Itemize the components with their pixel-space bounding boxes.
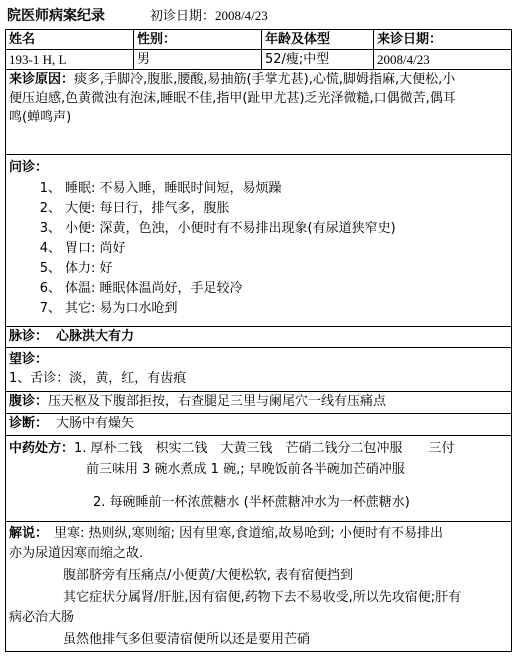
first-visit-date: 2008/4/23 [215, 8, 268, 23]
inquiry-item-number: 3、 [39, 221, 61, 236]
explanation-row [6, 522, 512, 652]
reason-row [6, 70, 512, 155]
pulse-cell [6, 327, 512, 348]
name-label: 姓名 [6, 30, 134, 50]
explanation-p3b: 病必治大肠 [9, 610, 75, 625]
inquiry-item-number: 6、 [39, 281, 61, 296]
name-value: 193-1 H, L [6, 50, 134, 70]
reason-label: 来诊原因： [9, 72, 75, 87]
diagnosis-row [6, 414, 512, 436]
inspection-text: 1、舌诊：淡，黄，红，有齿痕 [9, 371, 187, 386]
prescription-cell [6, 436, 512, 522]
explanation-cell [6, 522, 512, 652]
inquiry-cell [6, 155, 512, 327]
explanation-p4: 虽然他排气多但要清宿便所以还是要用芒硝 [63, 632, 311, 647]
diagnosis-label: 诊断： [9, 416, 49, 431]
prescription-line-2: 前三味用 3 碗水煮成 1 碗,; 早晚饭前各半碗加芒硝冲服 [86, 462, 405, 477]
record-page [5, 5, 511, 660]
gender-label: 性别： [134, 30, 262, 50]
reason-line-1: 痰多,手脚冷,腹胀,腰酸,易抽筋(手掌尤甚),心慌,脚姆指麻,大便松,小 [74, 72, 456, 87]
reason-line-2: 便压迫感,色黄微浊有泡沫,睡眠不佳,指甲(趾甲尤甚)乏光泽微糙,口偶微苦,偶耳 [9, 91, 456, 106]
value-row [6, 50, 512, 70]
inquiry-item [9, 179, 508, 199]
inspection-label: 望诊： [9, 352, 49, 367]
record-table [5, 29, 512, 652]
inquiry-item-text: 大便: 每日行，排气多，腹胀 [65, 201, 230, 216]
inquiry-item [9, 239, 508, 259]
prescription-label: 中药处方： [9, 441, 75, 456]
inquiry-item-number: 2、 [39, 201, 61, 216]
pulse-label: 脉诊： [9, 329, 49, 344]
inquiry-item-text: 睡眠: 不易入睡，睡眠时间短，易烦躁 [65, 181, 282, 196]
inquiry-item-number: 5、 [39, 261, 61, 276]
inquiry-item-number: 4、 [39, 241, 61, 256]
inquiry-label: 问诊： [9, 160, 49, 175]
inquiry-item-number: 1、 [39, 181, 61, 196]
inquiry-item-text: 体力: 好 [65, 261, 113, 276]
visit-date-label: 来诊日期： [374, 30, 512, 50]
pulse-text: 心脉洪大有力 [56, 329, 135, 344]
prescription-line-3: 2. 每碗睡前一杯浓蔗糖水 (半杯蔗糖冲水为一杯蔗糖水) [93, 495, 410, 510]
label-row [6, 30, 512, 50]
inquiry-item-text: 体温: 睡眠体温尚好，手足较冷 [65, 281, 243, 296]
explanation-label: 解说： [9, 526, 49, 541]
first-visit [150, 5, 268, 28]
gender-value: 男 [134, 50, 262, 70]
prescription-line-1: 1. 厚朴二钱 枳实二钱 大黄三钱 芒硝二钱分二包冲服 三付 [74, 441, 455, 456]
prescription-row [6, 436, 512, 522]
inquiry-item-number: 7、 [39, 301, 61, 316]
inquiry-item [9, 199, 508, 219]
inquiry-item [9, 279, 508, 299]
abdomen-row [6, 392, 512, 414]
explanation-p2: 腹部脐旁有压痛点/小便黄/大便松软, 表有宿便挡到 [63, 568, 354, 583]
explanation-p1a: 里寒: 热则纵,寒则缩; 因有里寒,食道缩,故易呛到; 小便时有不易排出 [54, 526, 443, 541]
inquiry-item [9, 299, 508, 319]
reason-line-3: 鸣(蝉鸣声) [9, 110, 72, 125]
diagnosis-text: 大肠中有燥矢 [56, 416, 135, 431]
visit-date-value: 2008/4/23 [374, 50, 512, 70]
record-header [5, 5, 511, 27]
age-build-label: 年龄及体型 [262, 30, 374, 50]
inquiry-item-text: 胃口: 尚好 [65, 241, 126, 256]
abdomen-label: 腹诊： [9, 394, 49, 409]
inquiry-item [9, 259, 508, 279]
explanation-p1b: 亦为尿道因寒而缩之故. [9, 546, 144, 561]
inquiry-item-text: 其它: 易为口水呛到 [65, 301, 178, 316]
pulse-row [6, 327, 512, 348]
inquiry-row [6, 155, 512, 327]
abdomen-text: 压天枢及下腹部拒按，右查腿足三里与阑尾穴一线有压痛点 [48, 394, 387, 409]
first-visit-label: 初诊日期： [150, 9, 216, 24]
abdomen-cell [6, 392, 512, 414]
explanation-p3a: 其它症状分属肾/肝脏,因有宿便,药物下去不易收受,所以先攻宿便;肝有 [63, 590, 462, 605]
age-build-value: 52/瘦;中型 [262, 50, 374, 70]
reason-cell [6, 70, 512, 155]
inspection-row [6, 348, 512, 392]
inspection-cell [6, 348, 512, 392]
inquiry-item-text: 小便: 深黄，色浊，小便时有不易排出现象(有尿道狭窄史) [65, 221, 396, 236]
inquiry-item [9, 219, 508, 239]
diagnosis-cell [6, 414, 512, 436]
record-title: 院医师病案纪录 [7, 8, 105, 24]
